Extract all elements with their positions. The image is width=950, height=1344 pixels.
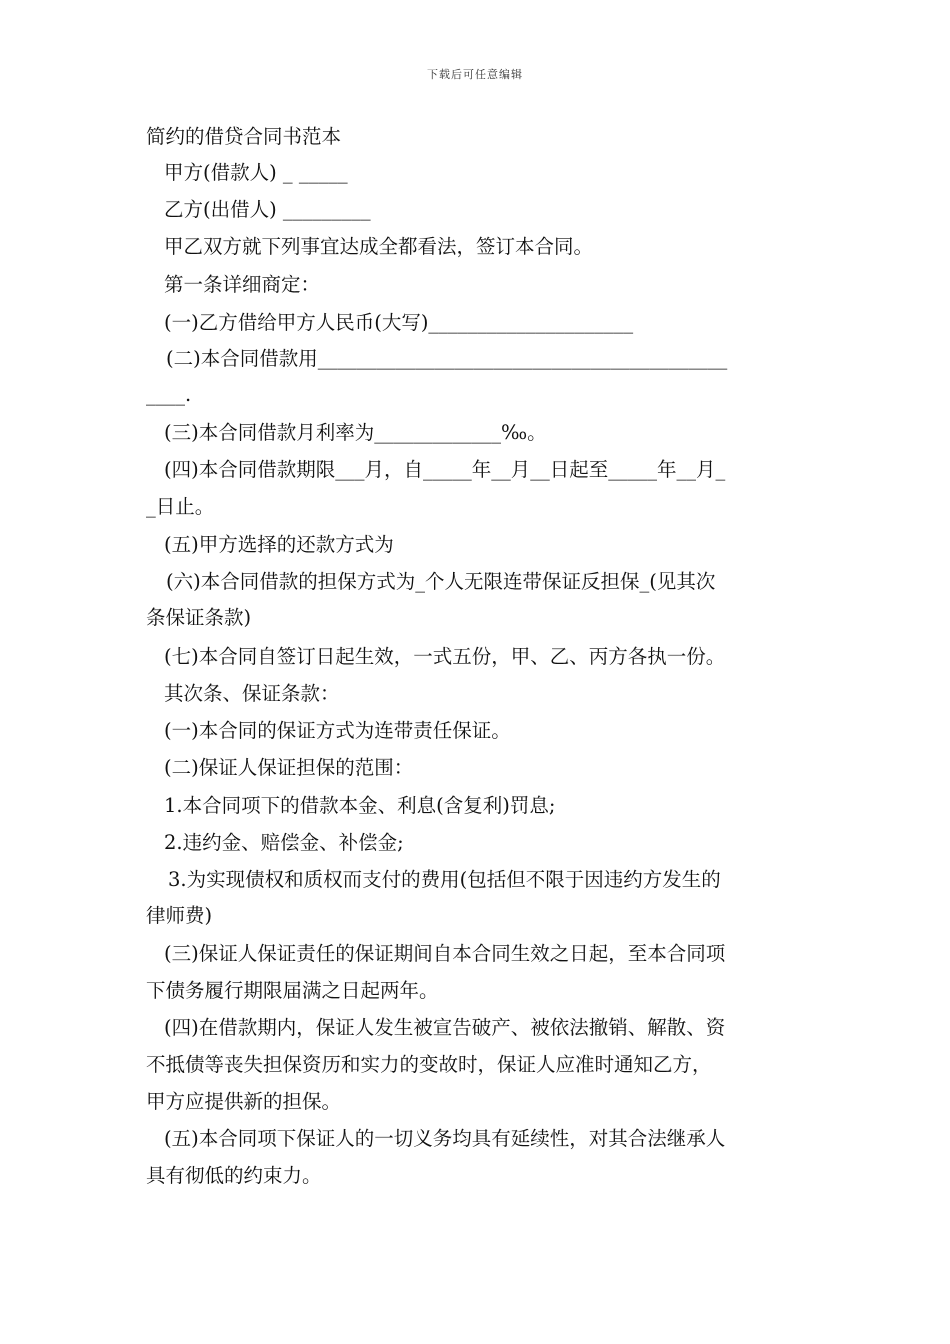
article-1-item-1: (一)乙方借给甲方人民币(大写)_____________________ — [164, 311, 634, 334]
article-2-item-3-cont: 下债务履行期限届满之日起两年。 — [146, 979, 439, 1002]
article-1-item-6: (六)本合同借款的担保方式为_个人无限连带保证反担保_(见其次 — [166, 570, 716, 593]
paragraph-party-b: 乙方(出借人) _________ — [164, 198, 371, 221]
article-1-item-2: (二)本合同借款用__________________________________________ — [166, 347, 728, 370]
article-1-item-5: (五)甲方选择的还款方式为 — [164, 533, 394, 556]
article-2-scope-3: 3.为实现债权和质权而支付的费用(包括但不限于因违约方发生的 — [168, 868, 721, 891]
article-1-heading: 第一条详细商定： — [164, 273, 321, 296]
article-1-item-6-cont: 条保证条款) — [146, 606, 252, 629]
article-2-scope-1: 1.本合同项下的借款本金、利息(含复利)罚息; — [164, 794, 556, 817]
document-title: 简约的借贷合同书范本 — [146, 125, 342, 148]
article-2-item-2: (二)保证人保证担保的范围： — [164, 756, 414, 779]
article-2-scope-3-cont: 律师费) — [146, 904, 213, 927]
article-2-item-3: (三)保证人保证责任的保证期间自本合同生效之日起，至本合同项 — [164, 942, 726, 965]
article-2-scope-2: 2.违约金、赔偿金、补偿金; — [164, 831, 404, 854]
article-1-item-7: (七)本合同自签订日起生效，一式五份，甲、乙、丙方各执一份。 — [164, 645, 726, 668]
article-1-item-3: (三)本合同借款月利率为_____________‰。 — [164, 421, 547, 444]
article-2-item-4-cont-2: 甲方应提供新的担保。 — [146, 1090, 342, 1113]
article-1-item-2-cont: ____. — [146, 383, 192, 406]
paragraph-intro: 甲乙双方就下列事宜达成全都看法，签订本合同。 — [164, 235, 594, 258]
paragraph-party-a: 甲方(借款人) _ _____ — [164, 161, 348, 184]
article-2-item-4-cont-1: 不抵债等丧失担保资历和实力的变故时，保证人应准时通知乙方， — [146, 1053, 712, 1076]
page-header: 下载后可任意编辑 — [427, 68, 523, 81]
article-1-item-4: (四)本合同借款期限___月，自_____年__月__日起至_____年__月_ — [164, 458, 726, 481]
article-2-item-5-cont: 具有彻低的约束力。 — [146, 1164, 322, 1187]
article-2-item-5: (五)本合同项下保证人的一切义务均具有延续性，对其合法继承人 — [164, 1127, 726, 1150]
article-2-item-1: (一)本合同的保证方式为连带责任保证。 — [164, 719, 511, 742]
article-1-item-4-cont: _日止。 — [146, 495, 215, 518]
article-2-item-4: (四)在借款期内，保证人发生被宣告破产、被依法撤销、解散、资 — [164, 1016, 726, 1039]
article-2-heading: 其次条、保证条款： — [164, 682, 340, 705]
